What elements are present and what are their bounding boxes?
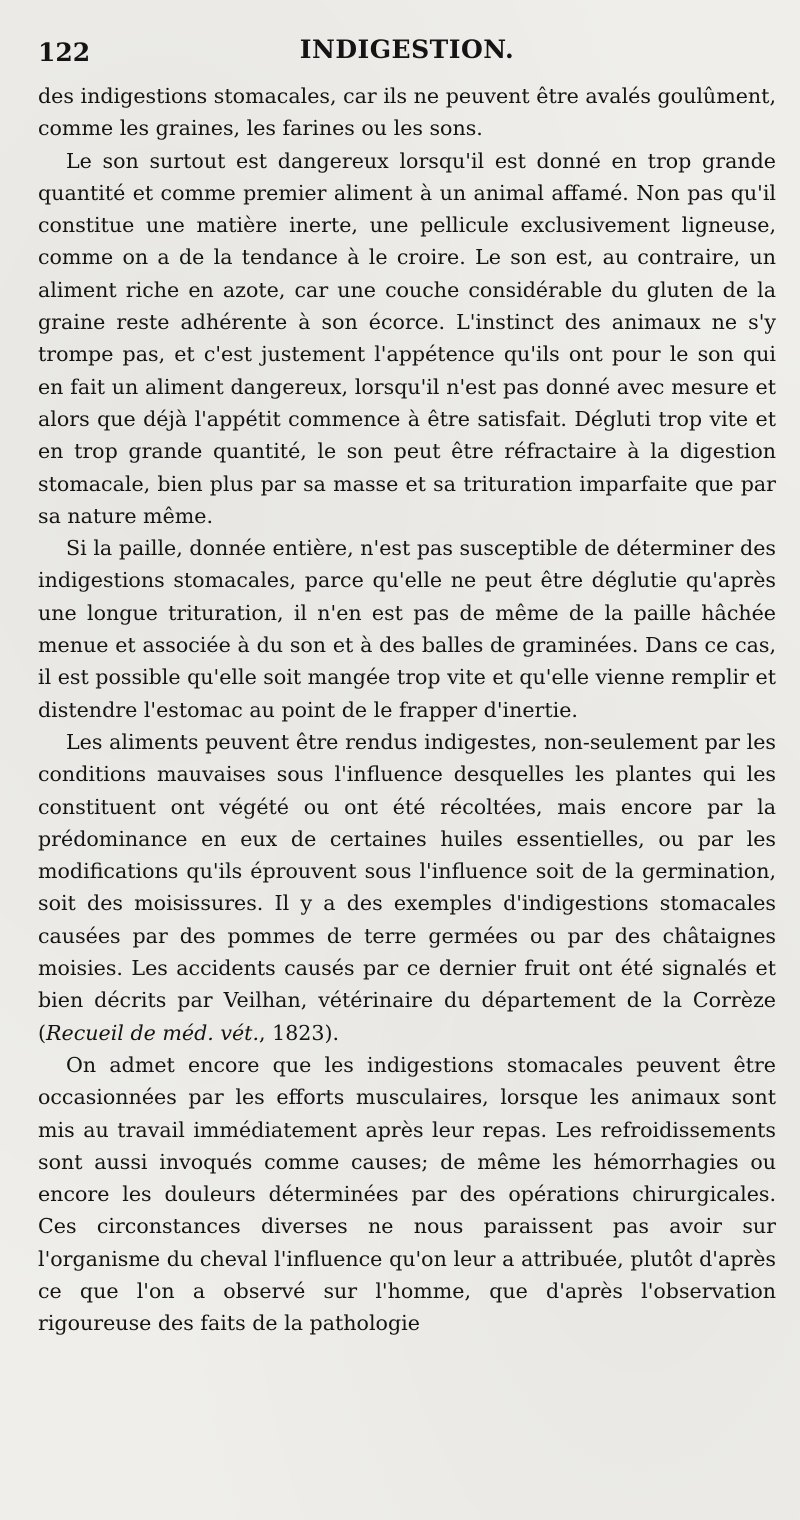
body-text xyxy=(38,80,776,1340)
paragraph-2: Le son surtout est dangereux lorsqu'il est donné en trop grande quantité et comme premier aliment à un animal affamé. Non pas qu'il constitue une matière inerte, une pellicule exclusivement ligneuse, comme on a de la tendance à le croire. Le son est, au contraire, un aliment riche en azote, car une couche considérable du gluten de la graine reste adhérente à son écorce. L'instinct des animaux ne s'y trompe pas, et c'est justement l'appétence qu'ils ont pour le son qui en fait un aliment dangereux, lorsqu'il n'est pas donné avec mesure et alors que déjà l'appétit commence à être satisfait. Dégluti trop vite et en trop grande quantité, le son peut être réfractaire à la digestion stomacale, bien plus par sa masse et sa trituration imparfaite que par sa nature même. xyxy=(38,148,776,528)
running-head xyxy=(38,30,776,70)
running-title: INDIGESTION. xyxy=(299,35,515,64)
paragraph-4-text: Les aliments peuvent être rendus indigestes, non-seulement par les conditions mauvaises sous l'influence desquelles les plantes qui les constituent ont végété ou ont été récoltées, mais encore par la prédominance en eux de certaines huiles essentielles, ou par les modifications qu'ils éprouvent sous l'influence soit de la germination, soit des moisissures. Il y a des exemples d'indigestions stomacales causées par des pommes de terre germées ou par des châtaignes moisies. Les accidents causés par ce dernier fruit ont été signalés et bien décrits par Veilhan, vétérinaire du département de la Corrèze ( xyxy=(38,729,776,1045)
citation-title: Recueil de méd. vét. xyxy=(46,1020,259,1045)
paragraph-4 xyxy=(38,726,776,1049)
paragraph-5: On admet encore que les indigestions stomacales peuvent être occasionnées par les efforts musculaires, lorsque les animaux sont mis au travail immédiatement après leur repas. Les refroidissements sont aussi invoqués comme causes; de même les hémorrhagies ou encore les douleurs déterminées par des opérations chirurgicales. Ces circonstances diverses ne nous paraissent pas avoir sur l'organisme du cheval l'influence qu'on leur a attribuée, plutôt d'après ce que l'on a observé sur l'homme, que d'après l'observation rigoureuse des faits de la pathologie xyxy=(38,1052,776,1336)
citation-year: , 1823). xyxy=(259,1020,340,1045)
page-number: 122 xyxy=(38,38,91,67)
paragraph-3: Si la paille, donnée entière, n'est pas susceptible de déterminer des indigestions stomacales, parce qu'elle ne peut être déglutie qu'après une longue trituration, il n'en est pas de même de la paille hâchée menue et associée à du son et à des balles de graminées. Dans ce cas, il est possible qu'elle soit mangée trop vite et qu'elle vienne remplir et distendre l'estomac au point de le frapper d'inertie. xyxy=(38,536,776,722)
paragraph-1: des indigestions stomacales, car ils ne peuvent être avalés goulûment, comme les graines, les farines ou les sons. xyxy=(38,84,776,141)
